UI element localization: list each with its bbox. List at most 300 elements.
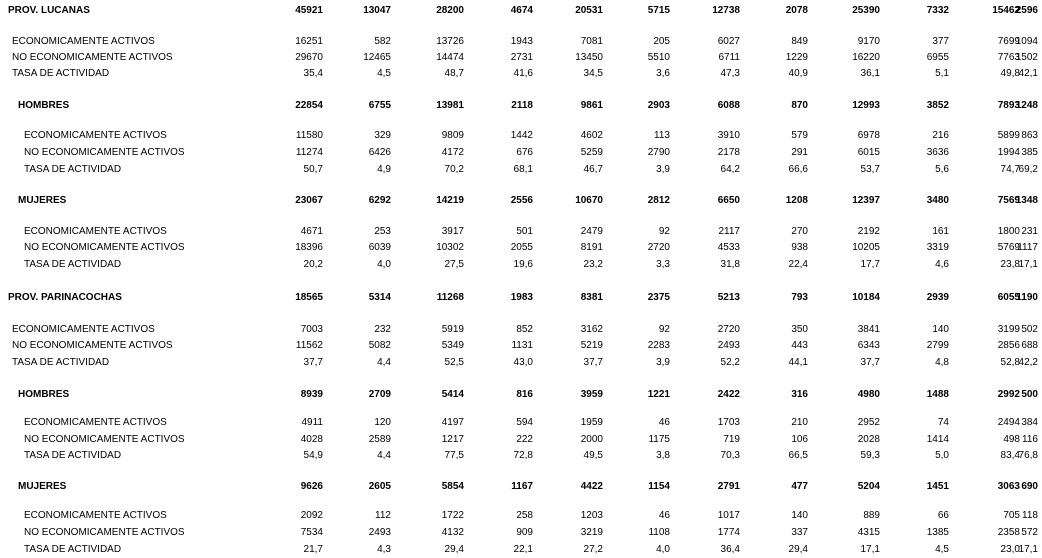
table-cell: 42,2 bbox=[1018, 357, 1038, 368]
table-cell: 6027 bbox=[717, 36, 740, 47]
table-cell: 3852 bbox=[926, 100, 949, 111]
table-cell: 329 bbox=[374, 130, 391, 141]
table-cell: 2494 bbox=[997, 417, 1020, 428]
table-cell: 12397 bbox=[852, 195, 880, 206]
table-row bbox=[0, 543, 1042, 556]
table-cell: 572 bbox=[1021, 527, 1038, 538]
table-cell: 4,9 bbox=[377, 164, 391, 175]
table-row bbox=[0, 146, 1042, 159]
table-cell: 66 bbox=[937, 510, 949, 521]
table-cell: 17,1 bbox=[860, 544, 880, 555]
table-cell: 161 bbox=[932, 226, 949, 237]
table-cell: 66,5 bbox=[788, 450, 808, 461]
table-cell: 705 bbox=[1003, 510, 1020, 521]
table-cell: 6292 bbox=[368, 195, 391, 206]
table-cell: 28200 bbox=[436, 5, 464, 16]
table-cell: 36,4 bbox=[720, 544, 740, 555]
table-cell: 4,6 bbox=[935, 259, 949, 270]
table-cell: 2731 bbox=[510, 52, 533, 63]
table-cell: 23,0 bbox=[1000, 544, 1020, 555]
table-cell: 9626 bbox=[300, 481, 323, 492]
table-cell: 7534 bbox=[300, 527, 323, 538]
table-cell: 9170 bbox=[857, 36, 880, 47]
table-cell: 106 bbox=[791, 434, 808, 445]
table-cell: 3199 bbox=[997, 324, 1020, 335]
table-cell: 4,8 bbox=[935, 357, 949, 368]
row-label: NO ECONOMICAMENTE ACTIVOS bbox=[24, 434, 185, 445]
table-cell: 222 bbox=[516, 434, 533, 445]
table-cell: 4911 bbox=[301, 417, 323, 428]
table-cell: 12993 bbox=[852, 100, 880, 111]
row-label: ECONOMICAMENTE ACTIVOS bbox=[12, 36, 155, 47]
row-label: ECONOMICAMENTE ACTIVOS bbox=[24, 510, 167, 521]
table-cell: 1154 bbox=[648, 481, 670, 492]
table-cell: 2939 bbox=[926, 292, 949, 303]
row-label: NO ECONOMICAMENTE ACTIVOS bbox=[24, 147, 185, 158]
table-cell: 2000 bbox=[580, 434, 603, 445]
table-cell: 2812 bbox=[647, 195, 670, 206]
table-cell: 2117 bbox=[718, 226, 740, 237]
province-label: PROV. LUCANAS bbox=[8, 5, 90, 16]
table-cell: 2055 bbox=[510, 242, 533, 253]
table-cell: 4,0 bbox=[377, 259, 391, 270]
table-cell: 870 bbox=[791, 100, 808, 111]
table-cell: 4,0 bbox=[656, 544, 670, 555]
table-cell: 5510 bbox=[647, 52, 670, 63]
table-row bbox=[0, 67, 1042, 80]
table-cell: 889 bbox=[863, 510, 880, 521]
table-cell: 2078 bbox=[785, 5, 808, 16]
table-cell: 5769 bbox=[997, 242, 1020, 253]
table-cell: 3,8 bbox=[656, 450, 670, 461]
table-cell: 6955 bbox=[926, 52, 949, 63]
table-cell: 11268 bbox=[436, 292, 464, 303]
table-cell: 1175 bbox=[648, 434, 670, 445]
table-cell: 22,4 bbox=[788, 259, 808, 270]
table-cell: 36,1 bbox=[860, 68, 880, 79]
table-cell: 502 bbox=[1021, 324, 1038, 335]
table-cell: 140 bbox=[932, 324, 949, 335]
table-cell: 938 bbox=[791, 242, 808, 253]
table-cell: 59,3 bbox=[860, 450, 880, 461]
table-cell: 37,7 bbox=[583, 357, 603, 368]
table-cell: 3,9 bbox=[656, 357, 670, 368]
table-cell: 27,5 bbox=[444, 259, 464, 270]
table-cell: 3,9 bbox=[656, 164, 670, 175]
table-cell: 3841 bbox=[857, 324, 880, 335]
table-cell: 54,9 bbox=[303, 450, 323, 461]
table-cell: 2992 bbox=[997, 389, 1020, 400]
table-cell: 1017 bbox=[717, 510, 740, 521]
table-cell: 6015 bbox=[857, 147, 880, 158]
table-cell: 5,1 bbox=[935, 68, 949, 79]
table-cell: 72,8 bbox=[513, 450, 533, 461]
table-row bbox=[0, 526, 1042, 539]
table-cell: 34,5 bbox=[583, 68, 603, 79]
table-cell: 68,1 bbox=[513, 164, 533, 175]
row-label: NO ECONOMICAMENTE ACTIVOS bbox=[12, 52, 173, 63]
table-cell: 5414 bbox=[441, 389, 464, 400]
table-cell: 37,7 bbox=[303, 357, 323, 368]
table-row bbox=[0, 35, 1042, 48]
table-cell: 48,7 bbox=[444, 68, 464, 79]
table-cell: 2092 bbox=[300, 510, 323, 521]
table-cell: 13450 bbox=[575, 52, 603, 63]
table-cell: 25390 bbox=[852, 5, 880, 16]
table-cell: 2596 bbox=[1015, 5, 1038, 16]
table-cell: 49,8 bbox=[1000, 68, 1020, 79]
table-cell: 3319 bbox=[926, 242, 949, 253]
table-cell: 74 bbox=[937, 417, 949, 428]
table-cell: 3959 bbox=[580, 389, 603, 400]
table-cell: 2589 bbox=[368, 434, 391, 445]
table-cell: 27,2 bbox=[583, 544, 603, 555]
row-label: TASA DE ACTIVIDAD bbox=[24, 259, 122, 270]
table-cell: 92 bbox=[658, 324, 670, 335]
table-cell: 6055 bbox=[997, 292, 1020, 303]
row-label: NO ECONOMICAMENTE ACTIVOS bbox=[24, 242, 185, 253]
table-cell: 6650 bbox=[717, 195, 740, 206]
table-cell: 19,6 bbox=[513, 259, 533, 270]
table-cell: 52,2 bbox=[720, 357, 740, 368]
table-cell: 1248 bbox=[1015, 100, 1038, 111]
table-row bbox=[0, 416, 1042, 429]
table-cell: 7081 bbox=[580, 36, 603, 47]
table-cell: 64,2 bbox=[720, 164, 740, 175]
row-label: NO ECONOMICAMENTE ACTIVOS bbox=[12, 340, 173, 351]
table-cell: 316 bbox=[791, 389, 808, 400]
table-cell: 688 bbox=[1021, 340, 1038, 351]
table-cell: 49,5 bbox=[583, 450, 603, 461]
table-cell: 4197 bbox=[441, 417, 464, 428]
table-cell: 5204 bbox=[857, 481, 880, 492]
table-cell: 4,5 bbox=[377, 68, 391, 79]
table-cell: 793 bbox=[791, 292, 808, 303]
table-cell: 69,2 bbox=[1018, 164, 1038, 175]
table-row bbox=[0, 356, 1042, 369]
table-cell: 205 bbox=[653, 36, 670, 47]
table-cell: 23,2 bbox=[583, 259, 603, 270]
row-label: TASA DE ACTIVIDAD bbox=[12, 68, 110, 79]
table-cell: 45921 bbox=[295, 5, 323, 16]
table-cell: 22854 bbox=[295, 100, 323, 111]
table-row bbox=[0, 339, 1042, 352]
table-cell: 31,8 bbox=[720, 259, 740, 270]
table-cell: 9861 bbox=[580, 100, 603, 111]
table-cell: 852 bbox=[516, 324, 533, 335]
table-cell: 7569 bbox=[997, 195, 1020, 206]
table-cell: 4,4 bbox=[377, 357, 391, 368]
table-cell: 7003 bbox=[300, 324, 323, 335]
table-cell: 4,4 bbox=[377, 450, 391, 461]
table-cell: 2952 bbox=[857, 417, 880, 428]
table-cell: 4028 bbox=[300, 434, 323, 445]
row-label: TASA DE ACTIVIDAD bbox=[24, 544, 122, 555]
table-cell: 477 bbox=[791, 481, 808, 492]
table-cell: 1502 bbox=[1015, 52, 1038, 63]
table-cell: 2178 bbox=[717, 147, 740, 158]
table-cell: 13981 bbox=[436, 100, 464, 111]
table-cell: 498 bbox=[1003, 434, 1020, 445]
table-cell: 5,6 bbox=[935, 164, 949, 175]
table-cell: 17,1 bbox=[1018, 259, 1038, 270]
table-cell: 5314 bbox=[368, 292, 391, 303]
table-row bbox=[0, 433, 1042, 446]
table-cell: 120 bbox=[374, 417, 391, 428]
table-cell: 719 bbox=[723, 434, 740, 445]
table-cell: 2790 bbox=[647, 147, 670, 158]
table-cell: 2556 bbox=[510, 195, 533, 206]
table-row bbox=[0, 291, 1042, 304]
table-cell: 23,8 bbox=[1000, 259, 1020, 270]
table-cell: 76,8 bbox=[1018, 450, 1038, 461]
table-cell: 41,6 bbox=[513, 68, 533, 79]
table-cell: 1190 bbox=[1016, 292, 1038, 303]
table-cell: 20,2 bbox=[303, 259, 323, 270]
row-label: ECONOMICAMENTE ACTIVOS bbox=[24, 226, 167, 237]
table-row bbox=[0, 163, 1042, 176]
table-cell: 11562 bbox=[295, 340, 323, 351]
table-cell: 4674 bbox=[510, 5, 533, 16]
table-cell: 140 bbox=[791, 510, 808, 521]
table-cell: 1203 bbox=[580, 510, 603, 521]
row-label: TASA DE ACTIVIDAD bbox=[24, 164, 122, 175]
table-cell: 2493 bbox=[368, 527, 391, 538]
table-cell: 3917 bbox=[441, 226, 464, 237]
table-cell: 53,7 bbox=[860, 164, 880, 175]
table-cell: 4172 bbox=[441, 147, 464, 158]
table-cell: 385 bbox=[1021, 147, 1038, 158]
table-cell: 4132 bbox=[441, 527, 464, 538]
table-cell: 253 bbox=[374, 226, 391, 237]
table-cell: 4671 bbox=[300, 226, 323, 237]
table-cell: 270 bbox=[791, 226, 808, 237]
table-cell: 3910 bbox=[717, 130, 740, 141]
table-cell: 2283 bbox=[647, 340, 670, 351]
table-cell: 8939 bbox=[300, 389, 323, 400]
table-cell: 1983 bbox=[510, 292, 533, 303]
table-cell: 13047 bbox=[363, 5, 391, 16]
table-cell: 3219 bbox=[580, 527, 603, 538]
table-cell: 6039 bbox=[368, 242, 391, 253]
table-cell: 2422 bbox=[717, 389, 740, 400]
table-cell: 112 bbox=[375, 510, 391, 521]
table-cell: 43,0 bbox=[513, 357, 533, 368]
sex-group-label: HOMBRES bbox=[18, 100, 70, 111]
table-cell: 46,7 bbox=[583, 164, 603, 175]
table-cell: 1451 bbox=[926, 481, 949, 492]
table-cell: 47,3 bbox=[720, 68, 740, 79]
table-cell: 4533 bbox=[717, 242, 740, 253]
table-cell: 231 bbox=[1021, 226, 1038, 237]
table-cell: 7763 bbox=[997, 52, 1020, 63]
table-cell: 1229 bbox=[785, 52, 808, 63]
table-cell: 21,7 bbox=[303, 544, 323, 555]
table-cell: 17,7 bbox=[860, 259, 880, 270]
table-cell: 2493 bbox=[717, 340, 740, 351]
table-cell: 1131 bbox=[511, 340, 533, 351]
table-cell: 118 bbox=[1022, 510, 1038, 521]
table-cell: 6426 bbox=[368, 147, 391, 158]
table-cell: 83,4 bbox=[1000, 450, 1020, 461]
table-cell: 9809 bbox=[441, 130, 464, 141]
table-cell: 70,2 bbox=[444, 164, 464, 175]
table-cell: 7893 bbox=[997, 100, 1020, 111]
table-cell: 3480 bbox=[926, 195, 949, 206]
row-label: ECONOMICAMENTE ACTIVOS bbox=[24, 417, 167, 428]
table-cell: 2709 bbox=[368, 389, 391, 400]
table-cell: 5349 bbox=[441, 340, 464, 351]
table-cell: 29,4 bbox=[788, 544, 808, 555]
table-cell: 8191 bbox=[580, 242, 603, 253]
table-cell: 52,8 bbox=[1000, 357, 1020, 368]
table-cell: 690 bbox=[1021, 481, 1038, 492]
table-cell: 4422 bbox=[580, 481, 603, 492]
table-cell: 14474 bbox=[436, 52, 464, 63]
table-cell: 13726 bbox=[436, 36, 464, 47]
table-cell: 337 bbox=[791, 527, 808, 538]
table-cell: 6343 bbox=[857, 340, 880, 351]
table-cell: 500 bbox=[1021, 389, 1038, 400]
table-cell: 92 bbox=[658, 226, 670, 237]
table-cell: 1703 bbox=[717, 417, 740, 428]
table-cell: 113 bbox=[654, 130, 670, 141]
table-cell: 1722 bbox=[441, 510, 464, 521]
table-cell: 6978 bbox=[857, 130, 880, 141]
table-cell: 2192 bbox=[857, 226, 880, 237]
table-row bbox=[0, 99, 1042, 112]
table-cell: 20531 bbox=[575, 5, 603, 16]
table-cell: 2720 bbox=[647, 242, 670, 253]
table-cell: 29,4 bbox=[444, 544, 464, 555]
table-row bbox=[0, 241, 1042, 254]
table-cell: 3,3 bbox=[656, 259, 670, 270]
table-cell: 70,3 bbox=[720, 450, 740, 461]
table-row bbox=[0, 449, 1042, 462]
table-cell: 40,9 bbox=[788, 68, 808, 79]
table-cell: 1167 bbox=[511, 481, 533, 492]
table-cell: 12738 bbox=[712, 5, 740, 16]
table-cell: 3,6 bbox=[656, 68, 670, 79]
table-cell: 10670 bbox=[575, 195, 603, 206]
table-cell: 29670 bbox=[295, 52, 323, 63]
table-cell: 7332 bbox=[926, 5, 949, 16]
table-cell: 2720 bbox=[717, 324, 740, 335]
table-cell: 1094 bbox=[1015, 36, 1038, 47]
table-cell: 6755 bbox=[368, 100, 391, 111]
row-label: NO ECONOMICAMENTE ACTIVOS bbox=[24, 527, 185, 538]
table-cell: 77,5 bbox=[444, 450, 464, 461]
table-cell: 2903 bbox=[647, 100, 670, 111]
table-cell: 849 bbox=[791, 36, 808, 47]
table-cell: 210 bbox=[791, 417, 808, 428]
table-cell: 1800 bbox=[997, 226, 1020, 237]
table-cell: 1208 bbox=[785, 195, 808, 206]
table-cell: 816 bbox=[516, 389, 533, 400]
table-cell: 2118 bbox=[511, 100, 533, 111]
table-row bbox=[0, 509, 1042, 522]
row-label: ECONOMICAMENTE ACTIVOS bbox=[12, 324, 155, 335]
table-cell: 116 bbox=[1022, 434, 1038, 445]
table-cell: 10184 bbox=[852, 292, 880, 303]
table-cell: 16220 bbox=[852, 52, 880, 63]
table-cell: 350 bbox=[791, 324, 808, 335]
table-cell: 18565 bbox=[295, 292, 323, 303]
table-cell: 4,5 bbox=[935, 544, 949, 555]
table-cell: 232 bbox=[374, 324, 391, 335]
table-cell: 1117 bbox=[1017, 242, 1038, 253]
sex-group-label: MUJERES bbox=[18, 195, 67, 206]
table-cell: 2028 bbox=[857, 434, 880, 445]
table-cell: 11274 bbox=[295, 147, 323, 158]
table-cell: 23067 bbox=[295, 195, 323, 206]
table-cell: 377 bbox=[932, 36, 949, 47]
table-cell: 2791 bbox=[717, 481, 740, 492]
table-cell: 18396 bbox=[295, 242, 323, 253]
table-cell: 676 bbox=[516, 147, 533, 158]
table-cell: 501 bbox=[516, 226, 533, 237]
table-row bbox=[0, 388, 1042, 401]
table-cell: 1442 bbox=[510, 130, 533, 141]
table-cell: 5082 bbox=[368, 340, 391, 351]
table-cell: 3636 bbox=[926, 147, 949, 158]
table-cell: 258 bbox=[516, 510, 533, 521]
table-cell: 2358 bbox=[997, 527, 1020, 538]
table-cell: 1414 bbox=[926, 434, 949, 445]
table-cell: 22,1 bbox=[513, 544, 533, 555]
table-cell: 50,7 bbox=[303, 164, 323, 175]
table-cell: 4602 bbox=[580, 130, 603, 141]
table-cell: 7699 bbox=[997, 36, 1020, 47]
table-cell: 5899 bbox=[997, 130, 1020, 141]
table-cell: 16251 bbox=[295, 36, 323, 47]
table-cell: 1994 bbox=[997, 147, 1020, 158]
table-cell: 4,3 bbox=[377, 544, 391, 555]
table-row bbox=[0, 225, 1042, 238]
table-cell: 1774 bbox=[717, 527, 740, 538]
table-row bbox=[0, 51, 1042, 64]
table-cell: 216 bbox=[932, 130, 949, 141]
row-label: TASA DE ACTIVIDAD bbox=[12, 357, 110, 368]
table-cell: 1385 bbox=[926, 527, 949, 538]
table-row bbox=[0, 258, 1042, 271]
sex-group-label: MUJERES bbox=[18, 481, 67, 492]
table-cell: 44,1 bbox=[788, 357, 808, 368]
table-cell: 4315 bbox=[857, 527, 880, 538]
table-row bbox=[0, 323, 1042, 336]
table-cell: 1488 bbox=[926, 389, 949, 400]
table-cell: 14219 bbox=[436, 195, 464, 206]
table-cell: 594 bbox=[516, 417, 533, 428]
table-cell: 17,1 bbox=[1018, 544, 1038, 555]
table-cell: 10205 bbox=[852, 242, 880, 253]
table-cell: 4980 bbox=[857, 389, 880, 400]
table-cell: 2605 bbox=[368, 481, 391, 492]
table-cell: 1348 bbox=[1015, 195, 1038, 206]
table-cell: 6711 bbox=[718, 52, 740, 63]
table-cell: 579 bbox=[791, 130, 808, 141]
table-cell: 3063 bbox=[997, 481, 1020, 492]
table-cell: 6088 bbox=[717, 100, 740, 111]
sex-group-label: HOMBRES bbox=[18, 389, 70, 400]
table-cell: 3162 bbox=[580, 324, 603, 335]
table-cell: 11580 bbox=[295, 130, 323, 141]
table-row bbox=[0, 129, 1042, 142]
table-cell: 5715 bbox=[647, 5, 670, 16]
province-label: PROV. PARINACOCHAS bbox=[8, 292, 122, 303]
table-cell: 46 bbox=[658, 417, 670, 428]
table-cell: 582 bbox=[374, 36, 391, 47]
